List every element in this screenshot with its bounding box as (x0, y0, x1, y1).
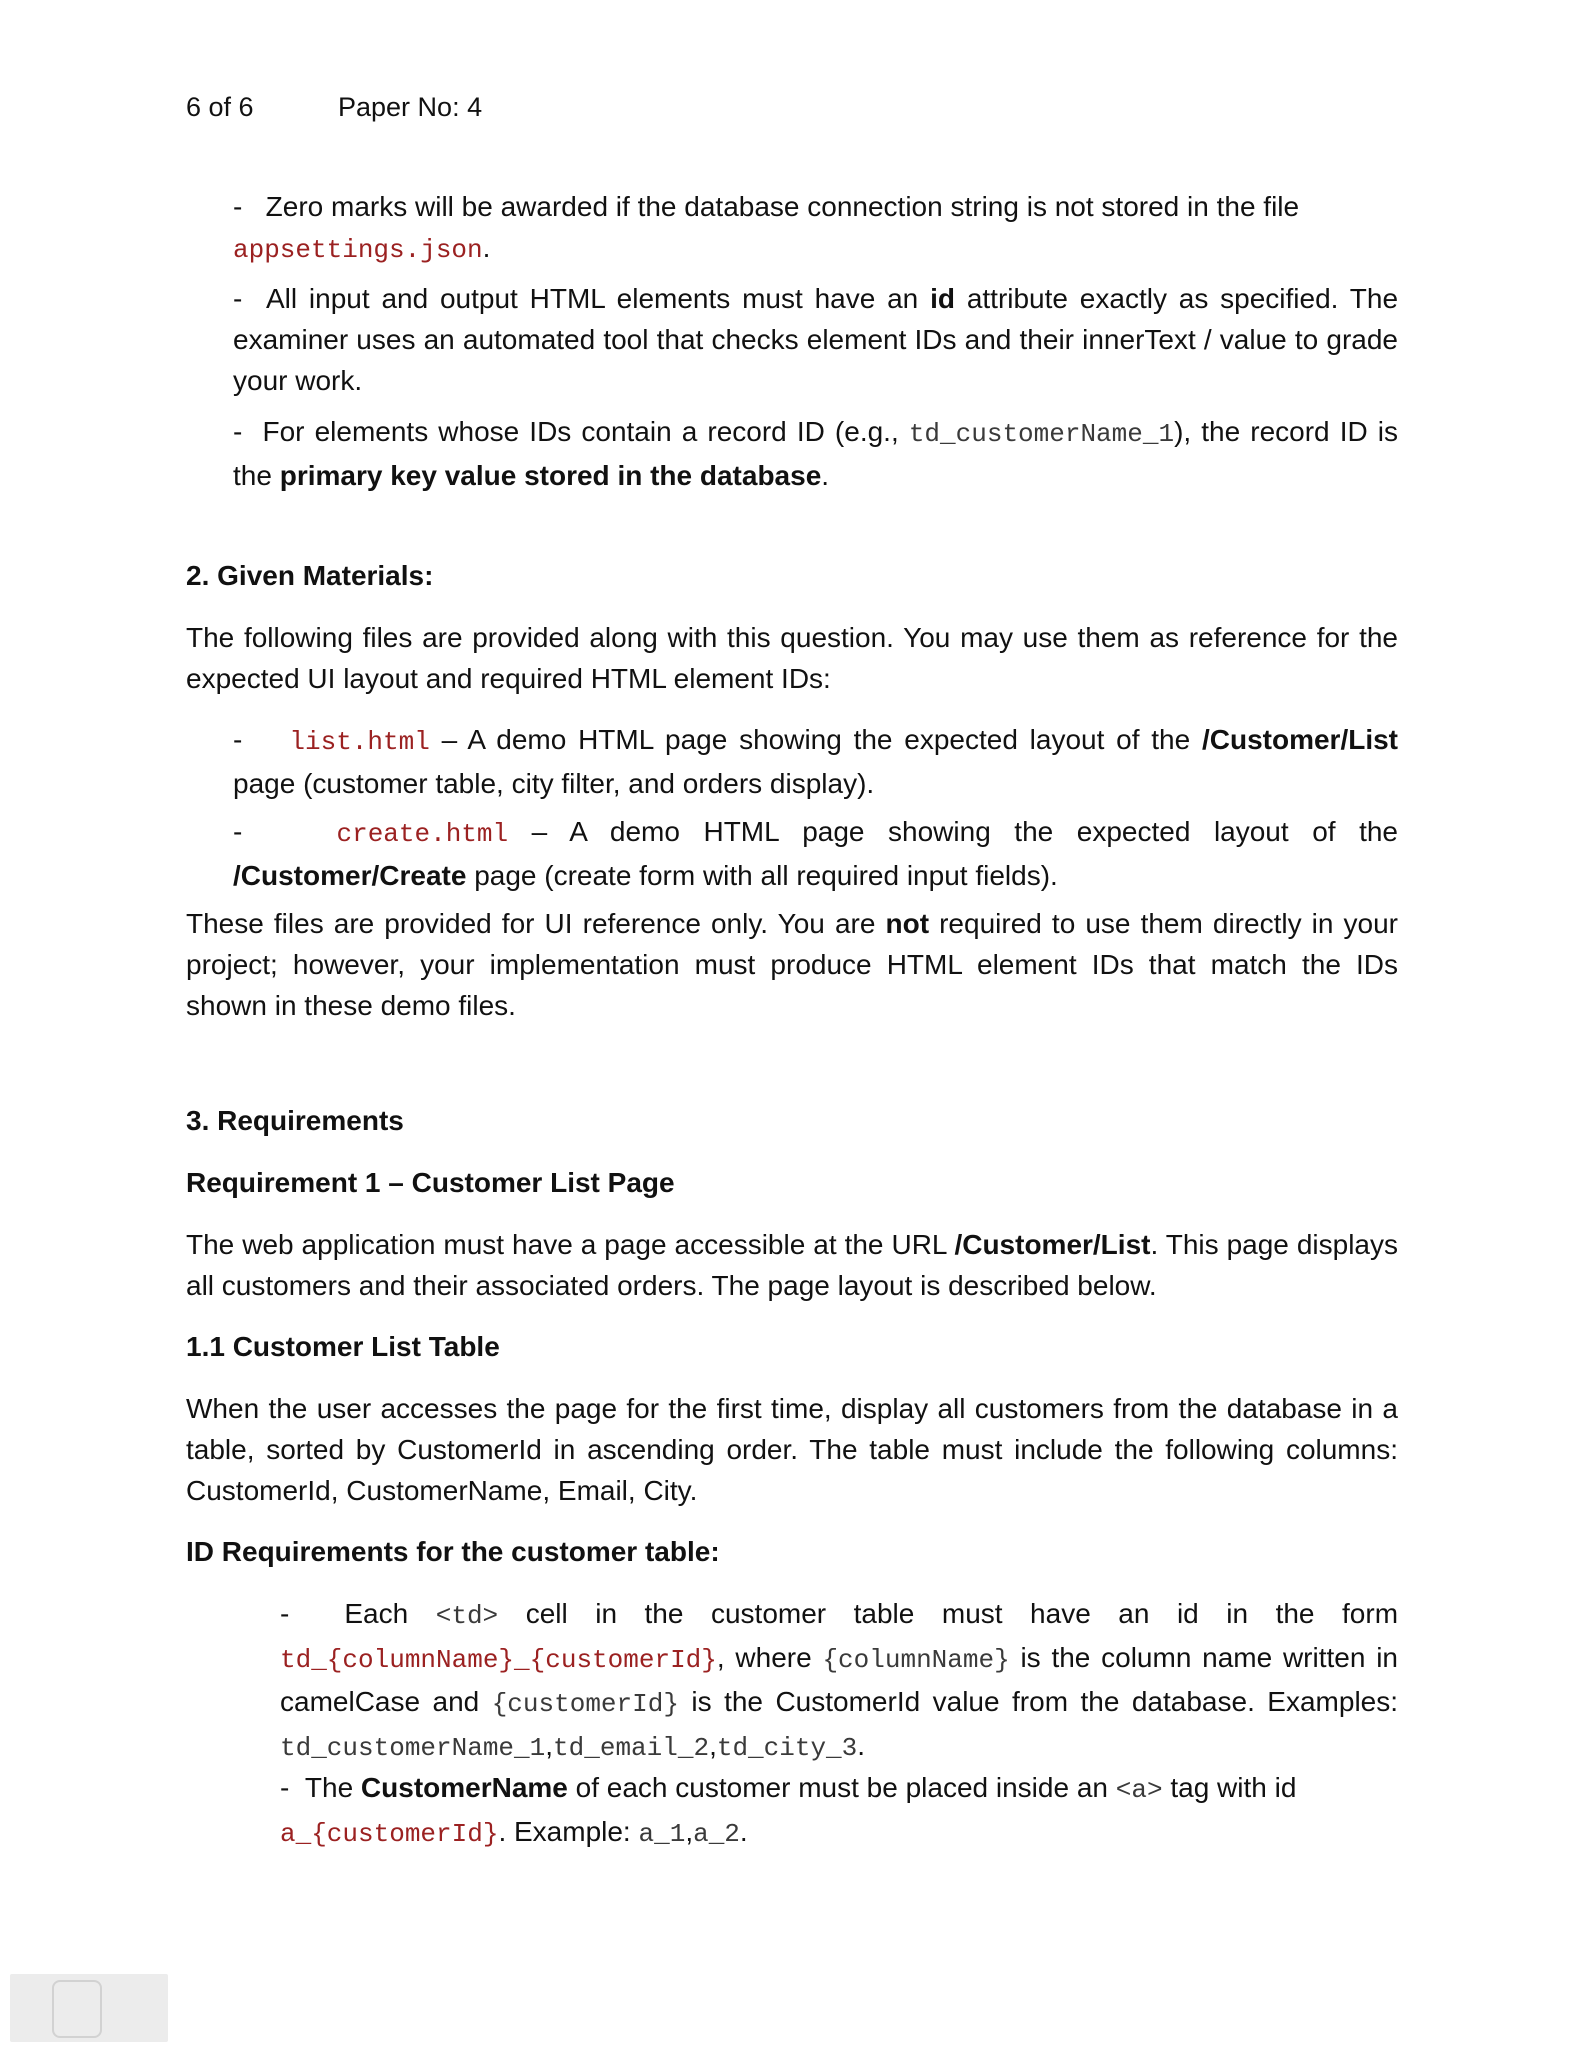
requirements-heading: 3. Requirements (186, 1105, 404, 1136)
watermark-logo (10, 1974, 168, 2042)
logo-mark-icon (52, 1980, 102, 2038)
id-requirement-anchor: - The CustomerName of each customer must be placed inside an <a> tag with id a_{customerId}. Example: a_1,a_2. (280, 1772, 1297, 1849)
subsection-text: When the user accesses the page for the first time, display all customers from the database in a table, sorted by CustomerId in ascending order. The table must include the following columns: CustomerId, CustomerName, Email, City. (186, 1393, 1398, 1506)
given-materials-intro: The following files are provided along with this question. You may use them as reference for the expected UI layout and required HTML element IDs: (186, 622, 1398, 694)
note-record-id: - For elements whose IDs contain a record ID (e.g., td_customerName_1), the record ID is the primary key value stored in the database. (233, 416, 1399, 491)
id-requirement-td: - Each <td> cell in the customer table must have an id in the form td_{columnName}_{customerId}, where {columnName} is the column name written in camelCase and {customerId} is the CustomerId value from the database. Examples: td_customerName_1,td_email_2,td_city_3. (280, 1598, 1399, 1763)
id-requirements-heading: ID Requirements for the customer table: (186, 1536, 720, 1567)
page-number: 6 of 6 (186, 92, 254, 122)
paper-number: Paper No: 4 (338, 92, 483, 122)
given-file-create: - create.html – A demo HTML page showing the expected layout of the /Customer/Create page (create form with all required input fields). (233, 816, 1399, 891)
subsection-heading: 1.1 Customer List Table (186, 1331, 500, 1362)
file-appsettings: appsettings.json (233, 235, 483, 265)
given-file-list: - list.html – A demo HTML page showing the expected layout of the /Customer/List page (customer table, city filter, and orders display). (233, 724, 1398, 799)
file-create-html: create.html (336, 819, 509, 849)
given-materials-outro: These files are provided for UI reference only. You are not required to use them directly in your project; however, your implementation must produce HTML element IDs that match the IDs shown in these demo files. (186, 908, 1398, 1021)
requirement-1-text: The web application must have a page accessible at the URL /Customer/List. This page displays all customers and their associated orders. The page layout is described below. (186, 1229, 1399, 1301)
given-materials-heading: 2. Given Materials: (186, 560, 434, 591)
file-list-html: list.html (289, 727, 430, 757)
page-header (186, 92, 482, 123)
requirement-1-heading: Requirement 1 – Customer List Page (186, 1167, 675, 1198)
note-element-ids: - All input and output HTML elements must have an id attribute exactly as specified. The examiner uses an automated tool that checks element IDs and their innerText / value to grade your work. (233, 283, 1399, 396)
note-connection-string: - Zero marks will be awarded if the database connection string is not stored in the file appsettings.json. (233, 191, 1300, 265)
